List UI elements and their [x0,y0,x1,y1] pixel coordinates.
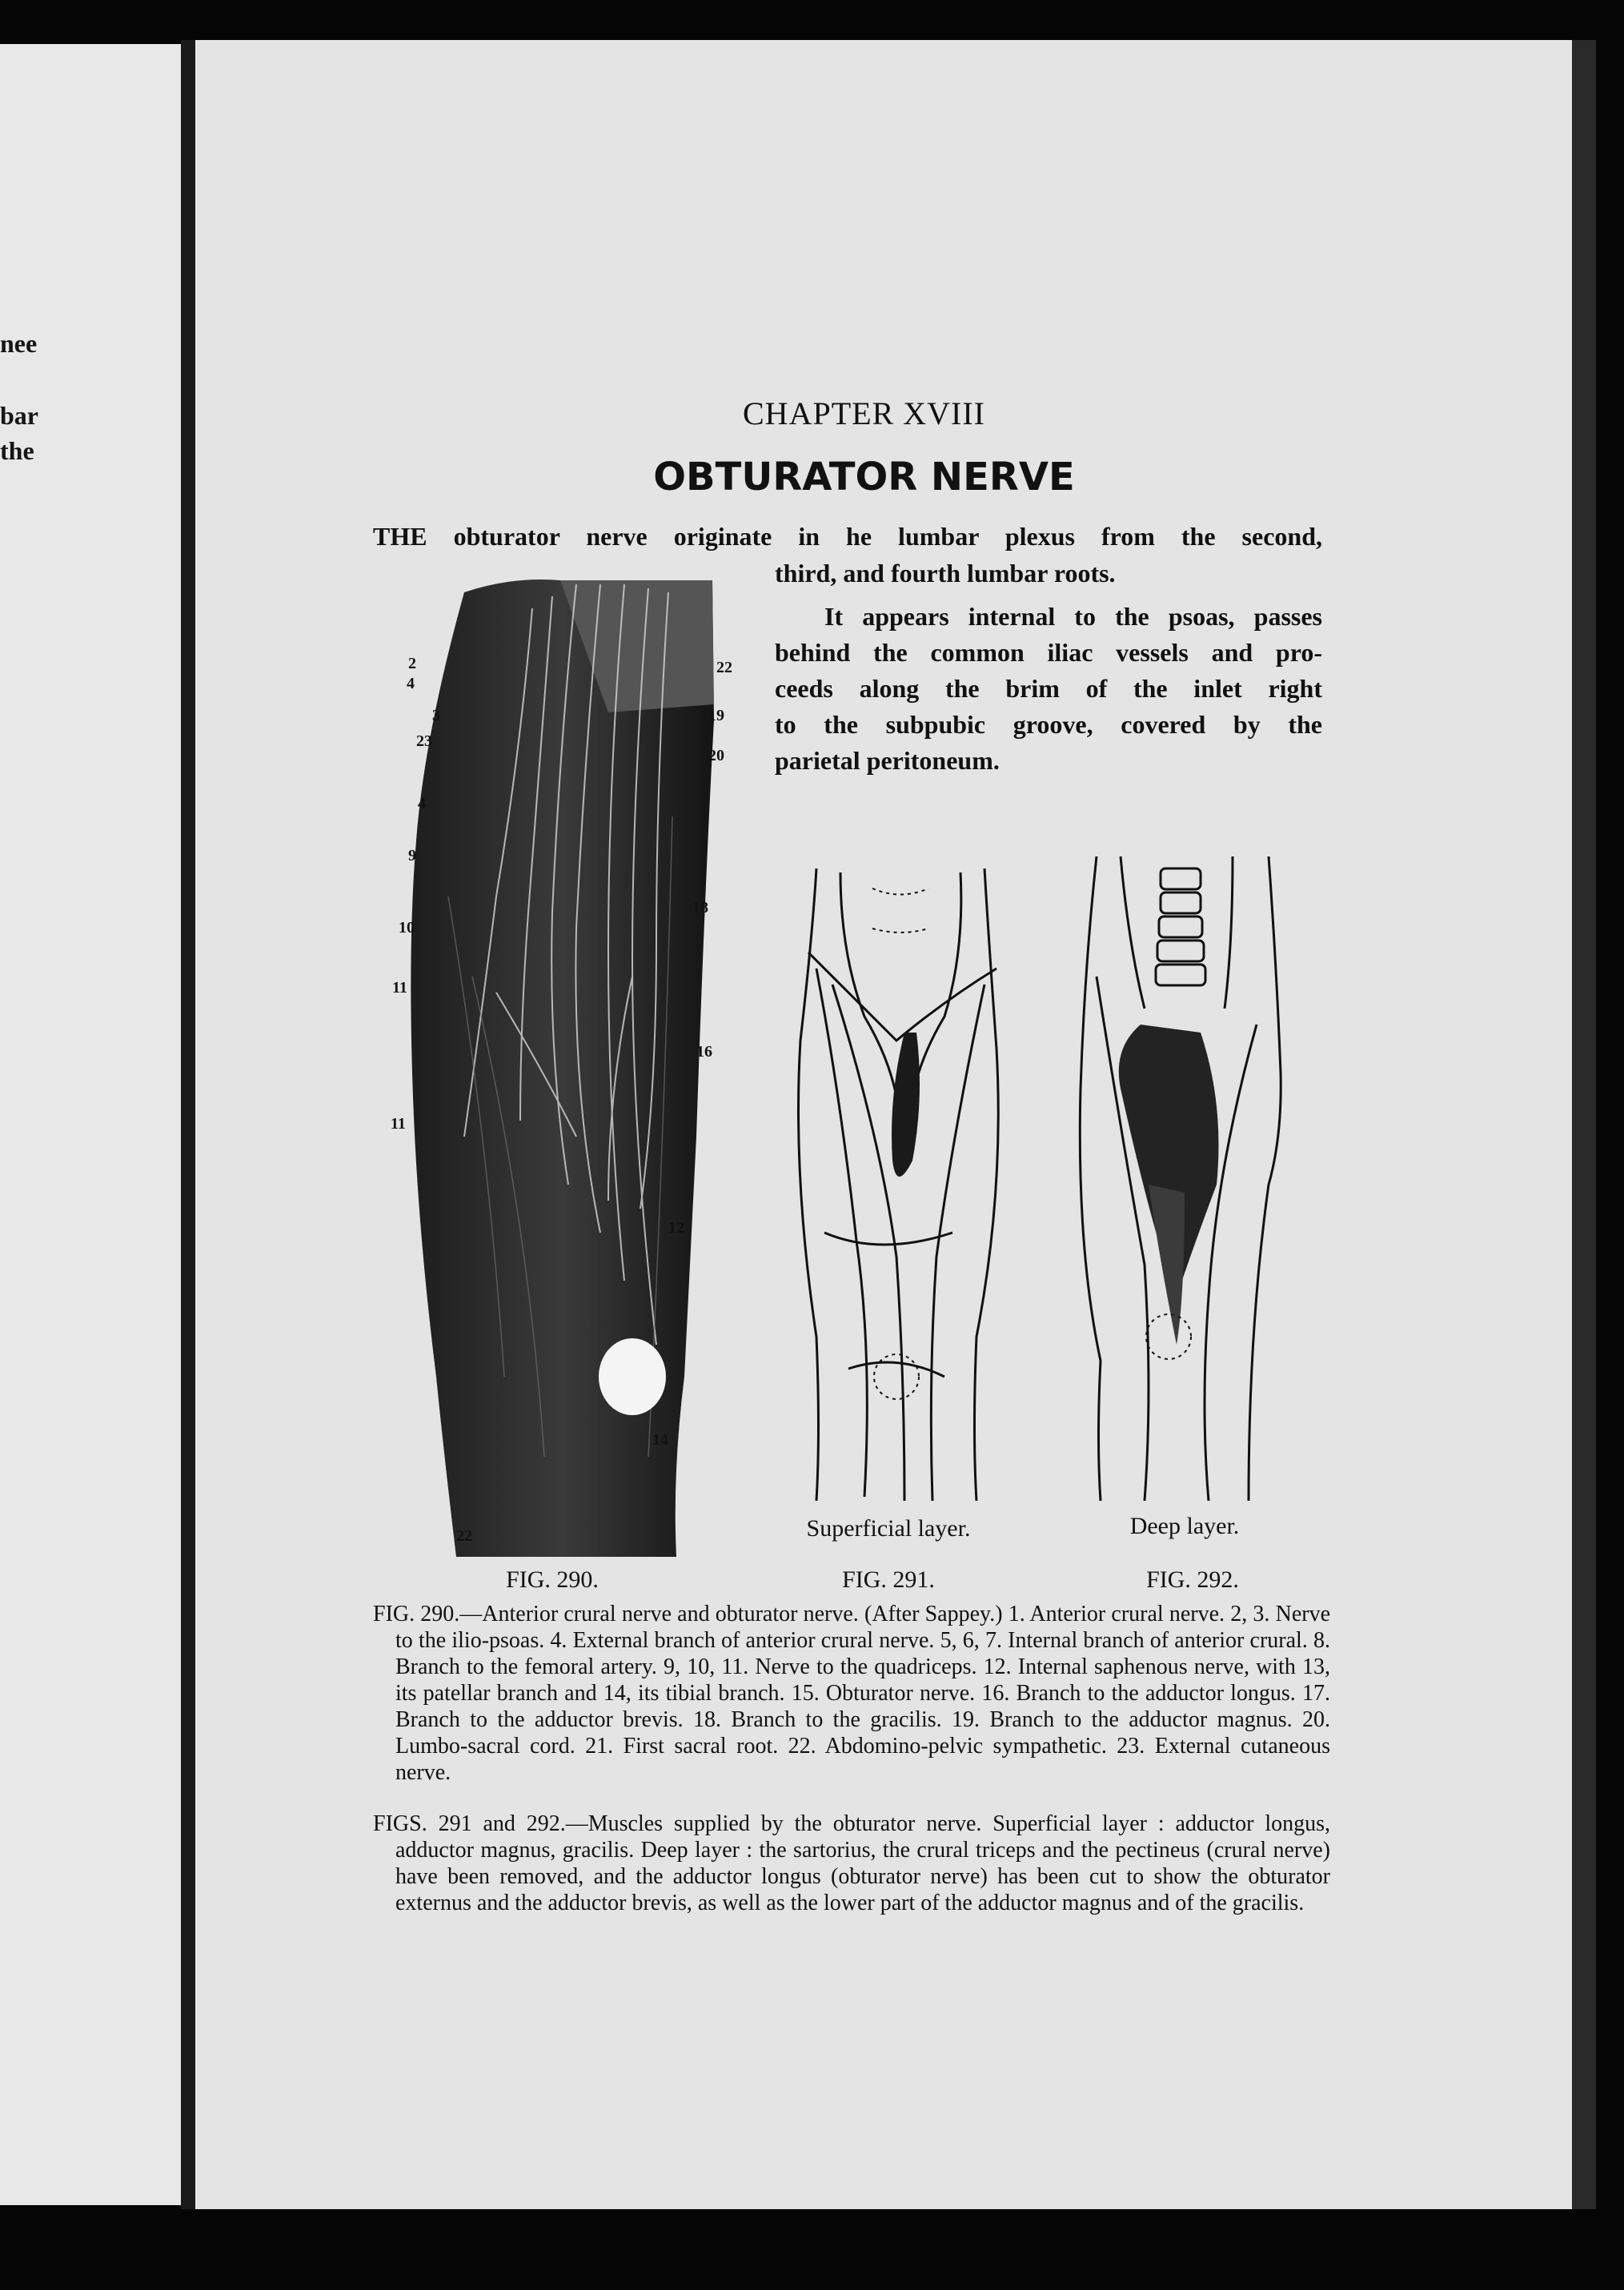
figure-marker: 3 [432,707,440,724]
figure-marker: 20 [708,747,724,764]
figure-marker: 9 [408,847,416,864]
figure-290-label: FIG. 290. [506,1566,599,1593]
figure-marker: 18 [692,899,708,916]
book-gutter [181,40,195,2209]
figure-marker: 4 [407,675,415,692]
figure-marker: 11 [391,1115,406,1133]
intro-line: THE obturator nerve originate in he lumbar plexus from the second, [373,522,1322,551]
figure-292-sublabel: Deep layer. [1129,1513,1240,1539]
paragraph-line: It appears internal to the psoas, passes [824,602,1322,631]
intro-line: third, and fourth lumbar roots. [775,559,1116,588]
figure-291-label: FIG. 291. [842,1566,935,1593]
figure-290-anterior-thigh-illustration [368,576,732,1561]
chapter-heading: CHAPTER XVIII [743,395,985,431]
paragraph-line: ceeds along the brim of the inlet right [775,674,1322,703]
figure-marker: 10 [399,919,415,936]
figure-290-caption [373,1601,1330,1786]
paragraph-line: to the subpubic groove, covered by the [775,710,1322,739]
caption-text: FIG. 290.—Anterior crural nerve and obturator nerve. (After Sappey.) 1. Anterior crural nerve. 2, 3. Nerve to the ilio-psoas. 4. External branch of anterior crural nerve. 5, 6, 7. Internal branch of anterior crural. 8. Branch to the femoral artery. 9, 10, 11. Nerve to the quadriceps. 12. Internal saphenous nerve, with 13, its patellar branch and 14, its tibial branch. 15. Obturator nerve. 16. Branch to the adductor longus. 17. Branch to the adductor brevis. 18. Branch to the gracilis. 19. Branch to the adductor magnus. 20. Lumbo-sacral cord. 21. First sacral root. 22. Abdomino-pelvic sympathetic. 23. External cutaneous nerve. [373,1602,1330,1785]
facing-page [0,44,186,2205]
paragraph-line: parietal peritoneum. [775,746,1000,775]
figure-marker: 22 [456,1527,472,1545]
margin-fragment: nee [0,329,38,358]
figure-292-deep-layer-drawing [1065,848,1297,1513]
figure-marker: 2 [408,655,416,672]
chapter-title: OBTURATOR NERVE [653,455,1075,499]
figure-marker: 19 [708,707,724,724]
figure-marker: 11 [392,979,407,997]
figure-291-sublabel: Superficial layer. [806,1515,971,1542]
margin-fragment: the [0,436,34,465]
figure-marker: 16 [696,1043,712,1061]
figure-marker: 4 [418,795,426,812]
figure-292-label: FIG. 292. [1146,1566,1239,1593]
figure-291-superficial-layer-drawing [784,856,1017,1513]
caption-text: FIGS. 291 and 292.—Muscles supplied by the obturator nerve. Superficial layer : adductor longus, adductor magnus, gracilis. Deep layer : the sartorius, the crural triceps and the pectineus (crural nerve) have been removed, and the adductor longus (obturator nerve) has been cut to show the obturator externus and the adductor brevis, as well as the lower part of the adductor magnus and of the gracilis. [373,1811,1330,1915]
figures-291-292-caption [373,1811,1330,1916]
figure-marker: 14 [652,1431,668,1449]
figure-marker: 22 [716,659,732,676]
figure-marker: 23 [416,732,432,750]
margin-fragment: bar [0,401,38,430]
paragraph-line: behind the common iliac vessels and pro- [775,638,1322,667]
page-edge-shadow [1572,40,1596,2209]
figure-marker: 12 [668,1219,684,1237]
